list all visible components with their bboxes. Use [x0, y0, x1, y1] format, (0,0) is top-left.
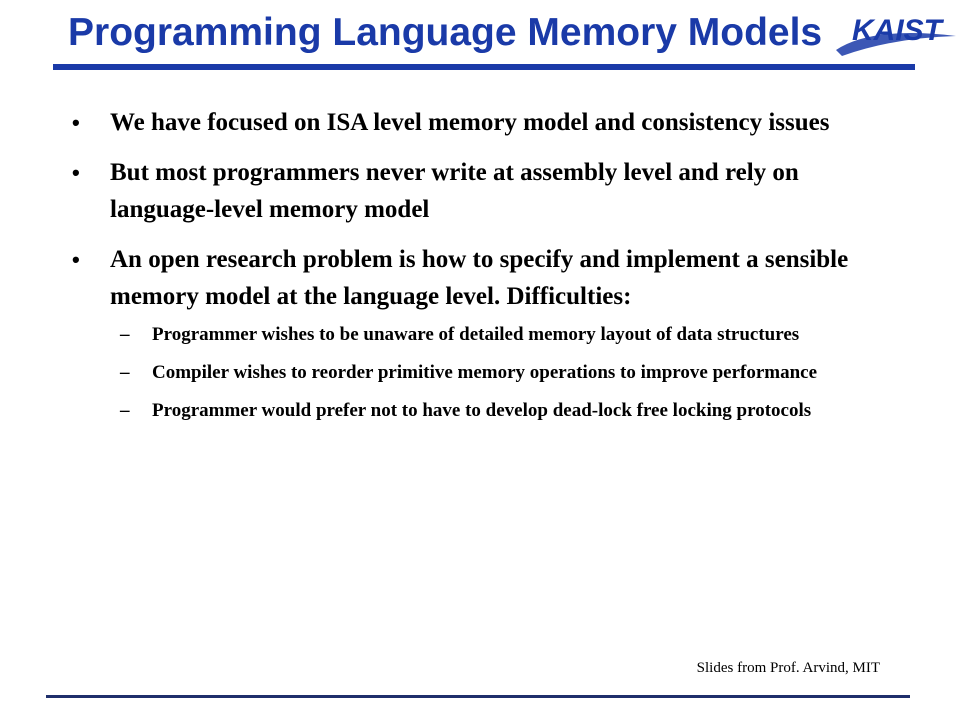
slide-title: Programming Language Memory Models [68, 11, 823, 54]
sub-bullet-list [72, 322, 872, 424]
bullet-item [72, 104, 872, 141]
sub-bullet-text: Compiler wishes to reorder primitive memory operations to improve performance [152, 362, 818, 383]
bullet-text: But most programmers never write at assembly level and rely on language-level memory model [110, 159, 799, 223]
slide-body [72, 104, 872, 436]
sub-bullet-text: Programmer would prefer not to have to develop dead-lock free locking protocols [152, 400, 812, 421]
slide-credit: Slides from Prof. Arvind, MIT [696, 660, 880, 676]
bullet-item [72, 241, 872, 315]
sub-bullet-item [120, 322, 872, 348]
sub-bullet-item [120, 360, 872, 386]
sub-bullet-marker: – [120, 362, 130, 383]
sub-bullet-marker: – [120, 324, 130, 345]
bullet-marker: • [72, 110, 80, 135]
kaist-logo [832, 6, 960, 62]
svg-text:KAIST: KAIST [852, 14, 942, 47]
bullet-item [72, 154, 872, 228]
sub-bullet-item [120, 398, 872, 424]
bullet-text: An open research problem is how to specify and implement a sensible memory model at the language level. Difficulties: [110, 246, 849, 310]
sub-bullet-marker: – [120, 400, 130, 421]
sub-bullet-text: Programmer wishes to be unaware of detailed memory layout of data structures [152, 324, 800, 345]
bullet-text: We have focused on ISA level memory model and consistency issues [110, 109, 830, 136]
footer-rule [46, 695, 910, 698]
bullet-marker: • [72, 160, 80, 185]
title-underline [53, 64, 915, 70]
bullet-marker: • [72, 247, 80, 272]
